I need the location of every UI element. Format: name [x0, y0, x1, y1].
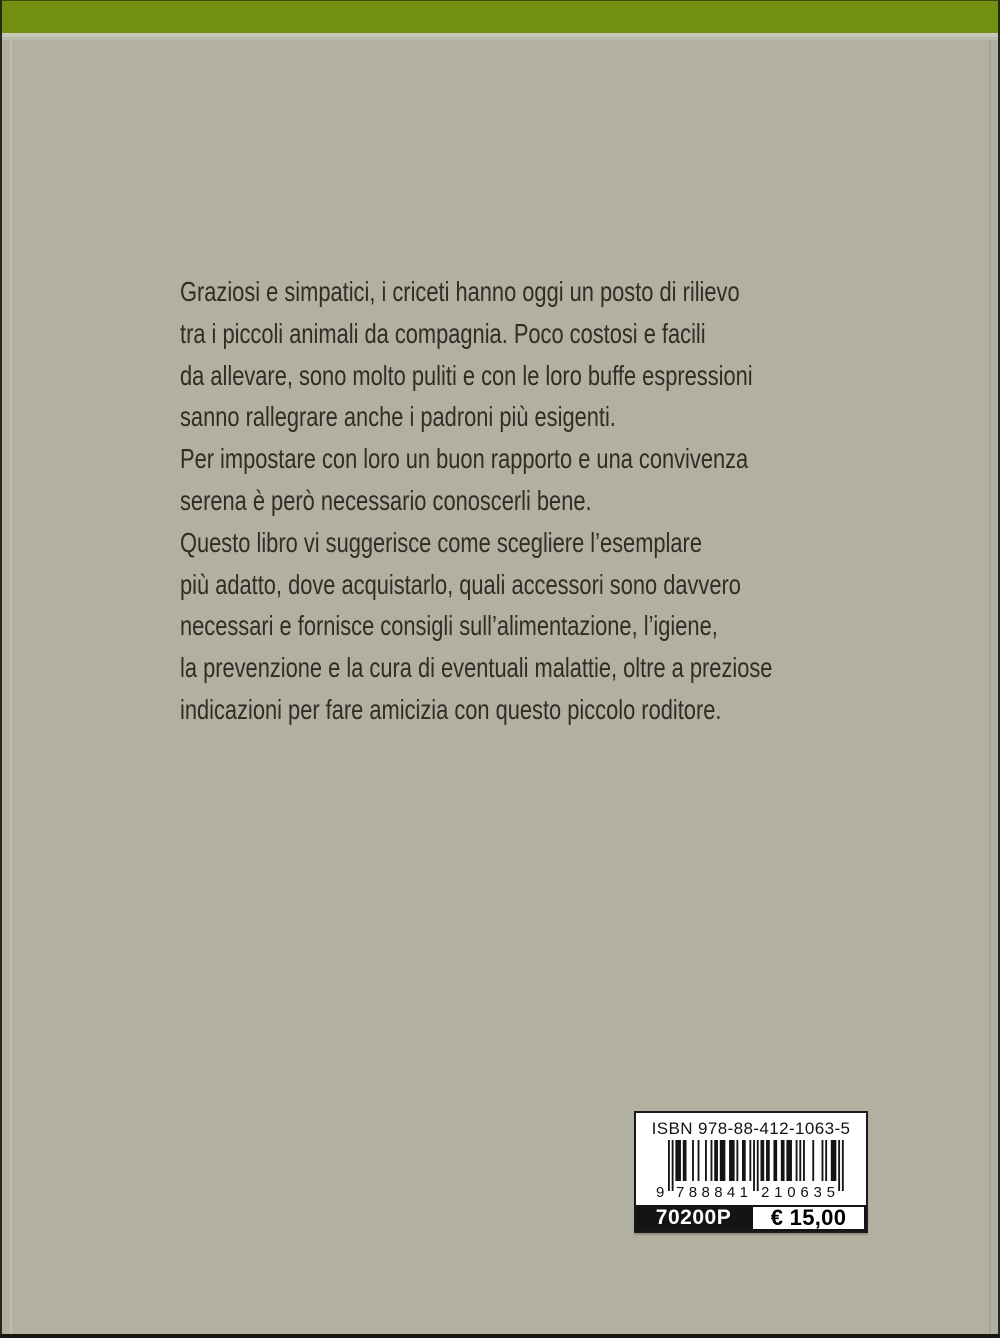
isbn-price-label [634, 1111, 868, 1233]
blurb-line: Per impostare con loro un buon rapporto e una convivenza [180, 443, 749, 475]
isbn-number: ISBN 978-88-412-1063-5 [651, 1119, 851, 1138]
blurb-line: sanno rallegrare anche i padroni più esigenti. [180, 401, 616, 433]
top-bar-shade [2, 37, 998, 40]
blurb-line: più adatto, dove acquistarlo, quali accessori sono davvero [180, 568, 741, 600]
blurb-line: Questo libro vi suggerisce come scegliere l’esemplare [180, 526, 702, 558]
top-green-bar [2, 1, 998, 33]
isbn-barcode-box [636, 1113, 866, 1205]
price-tag: € 15,00 [751, 1205, 866, 1231]
svg-text:210635: 210635 [761, 1184, 835, 1198]
blurb-line: Graziosi e simpatici, i criceti hanno oggi un posto di rilievo [180, 276, 740, 307]
blurb-line: la prevenzione e la cura di eventuali malattie, oltre a preziose [180, 652, 773, 684]
label-bottom-row [636, 1205, 866, 1231]
svg-text:788841: 788841 [676, 1184, 748, 1198]
blurb-line: tra i piccoli animali da compagnia. Poco costosi e facili [180, 317, 706, 349]
blurb-line: da allevare, sono molto puliti e con le loro buffe espressioni [180, 359, 753, 391]
spine-crease-left [10, 40, 12, 1334]
svg-text:9: 9 [656, 1184, 665, 1198]
product-code-badge: 70200P [636, 1205, 751, 1231]
blurb-line: necessari e fornisce consigli sull’alimentazione, l’igiene, [180, 610, 718, 642]
blurb-line: serena è però necessario conoscerli bene. [180, 484, 592, 516]
ean13-barcode [654, 1140, 848, 1198]
blurb-text [180, 271, 772, 731]
edge-crease-right [989, 40, 991, 1334]
blurb-line: indicazioni per fare amicizia con questo piccolo roditore. [180, 693, 722, 725]
